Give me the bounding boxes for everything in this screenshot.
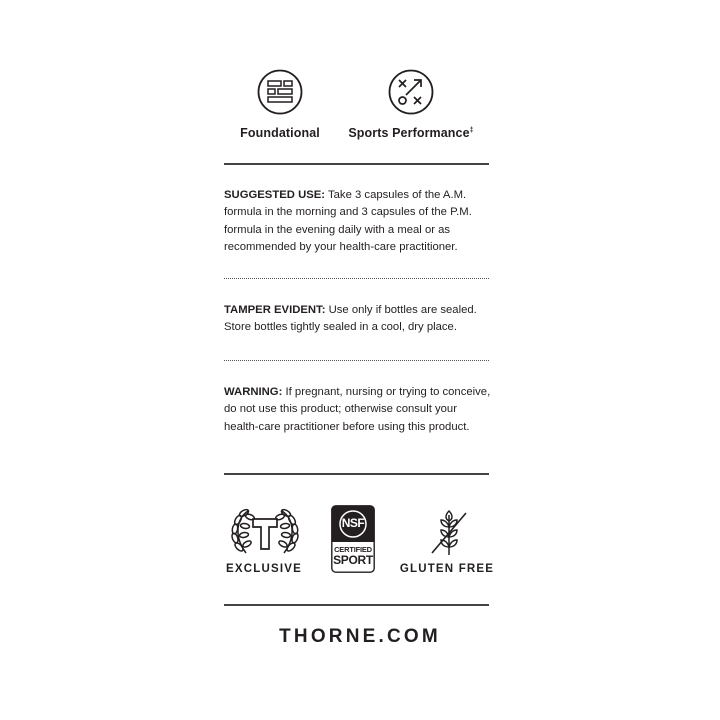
divider-bottom bbox=[224, 604, 489, 606]
strategy-play-icon bbox=[388, 69, 434, 115]
category-sports-performance: Sports Performance‡ bbox=[348, 126, 474, 140]
nsf-certified-sport-icon: NSF CERTIFIED SPORT bbox=[331, 505, 375, 573]
suggested-use-section: SUGGESTED USE: Take 3 capsules of the A.M. formula in the morning and 3 capsules of the P.M. formula in the evening daily with a meal or as recommended by your health-care practitioner. bbox=[224, 189, 472, 254]
exclusive-label: EXCLUSIVE bbox=[226, 563, 302, 575]
gluten-free-label: GLUTEN FREE bbox=[399, 563, 495, 575]
divider-top bbox=[224, 163, 489, 165]
laurel-t-icon bbox=[228, 505, 302, 559]
website-link[interactable]: THORNE.COM bbox=[279, 626, 441, 647]
divider-middle bbox=[224, 473, 489, 475]
tamper-evident-section: TAMPER EVIDENT: Use only if bottles are sealed. Store bottles tightly sealed in a cool, dry place. bbox=[224, 304, 477, 334]
gluten-free-icon bbox=[424, 507, 474, 559]
bricks-icon bbox=[257, 69, 303, 115]
dotted-divider-1 bbox=[224, 278, 489, 279]
dotted-divider-2 bbox=[224, 360, 489, 361]
category-foundational: Foundational bbox=[240, 126, 320, 140]
warning-section: WARNING: If pregnant, nursing or trying to conceive, do not use this product; otherwise consult your health-care practitioner before using this product. bbox=[224, 386, 491, 433]
